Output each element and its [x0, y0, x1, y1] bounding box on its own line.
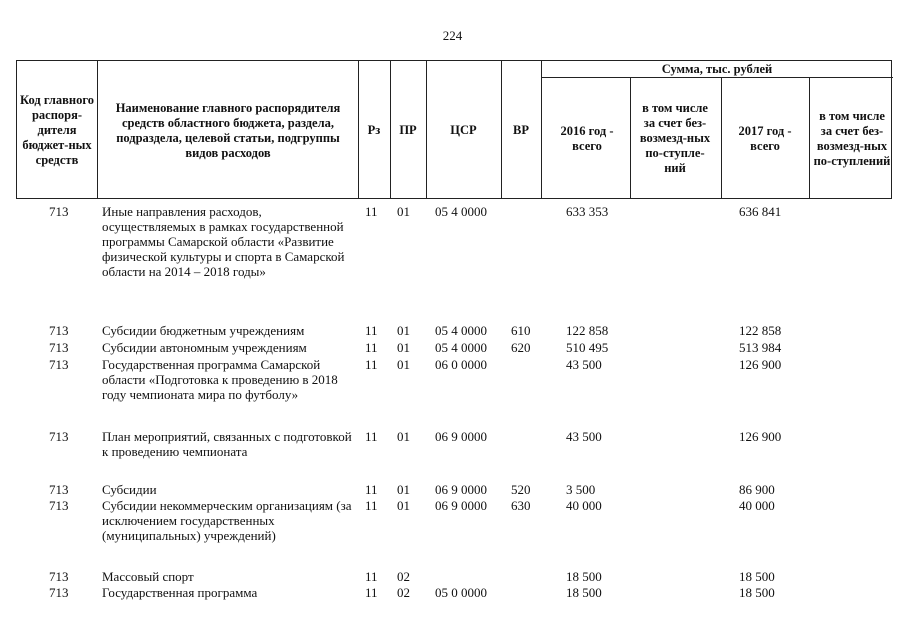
vr-cell: 520 — [511, 482, 531, 497]
rz-cell: 11 — [365, 585, 378, 600]
pr-cell: 02 — [397, 585, 410, 600]
header-sum: Сумма, тыс. рублей — [661, 61, 773, 76]
code-cell: 713 — [49, 569, 69, 584]
name-cell: Массовый спорт — [102, 569, 194, 584]
pr-cell: 01 — [397, 204, 410, 219]
code-cell: 713 — [49, 323, 69, 338]
header-name: Наименование главного распорядителя средств областного бюджета, раздела, подраздела, целевой статьи, подгруппы видов расходов — [115, 100, 341, 160]
rz-cell: 11 — [365, 569, 378, 584]
code-cell: 713 — [49, 482, 69, 497]
vr-cell: 610 — [511, 323, 531, 338]
code-cell: 713 — [49, 498, 69, 513]
sum-2016-cell: 43 500 — [566, 357, 602, 372]
code-cell: 713 — [49, 585, 69, 600]
header-csr: ЦСР — [450, 123, 477, 137]
code-cell: 713 — [49, 340, 69, 355]
sum-2016-cell: 510 495 — [566, 340, 609, 355]
rz-cell: 11 — [365, 340, 378, 355]
csr-cell: 05 4 0000 — [435, 323, 487, 338]
sum-2016-cell: 18 500 — [566, 585, 602, 600]
name-cell: Субсидии — [102, 482, 157, 497]
sum-2017-cell: 18 500 — [739, 585, 775, 600]
header-vr: ВР — [513, 123, 529, 137]
header-pr: ПР — [399, 123, 417, 137]
sum-2017-cell: 18 500 — [739, 569, 775, 584]
sum-2016-cell: 122 858 — [566, 323, 609, 338]
header-2017: 2017 год - всего — [738, 123, 792, 153]
pr-cell: 02 — [397, 569, 410, 584]
header-rz: Рз — [367, 123, 381, 137]
csr-cell: 05 4 0000 — [435, 340, 487, 355]
name-cell: Субсидии автономным учреждениям — [102, 340, 307, 355]
csr-cell: 06 9 0000 — [435, 498, 487, 513]
sum-2017-cell: 122 858 — [739, 323, 782, 338]
code-cell: 713 — [49, 429, 69, 444]
header-2017-sub: в том числе за счет без-возмезд-ных по-ступлений — [813, 108, 891, 168]
header-code: Код главного распоря-дителя бюджет-ных средств — [20, 93, 94, 167]
pr-cell: 01 — [397, 498, 410, 513]
pr-cell: 01 — [397, 482, 410, 497]
sum-2016-cell: 43 500 — [566, 429, 602, 444]
pr-cell: 01 — [397, 323, 410, 338]
csr-cell: 05 4 0000 — [435, 204, 487, 219]
header-2016: 2016 год - всего — [560, 123, 614, 153]
pr-cell: 01 — [397, 357, 410, 372]
vr-cell: 630 — [511, 498, 531, 513]
name-cell: Субсидии бюджетным учреждениям — [102, 323, 305, 338]
csr-cell: 05 0 0000 — [435, 585, 487, 600]
sum-2017-cell: 40 000 — [739, 498, 775, 513]
page-number: 224 — [442, 28, 463, 43]
sum-2016-cell: 3 500 — [566, 482, 596, 497]
rz-cell: 11 — [365, 429, 378, 444]
csr-cell: 06 9 0000 — [435, 482, 487, 497]
rz-cell: 11 — [365, 498, 378, 513]
sum-2016-cell: 633 353 — [566, 204, 609, 219]
code-cell: 713 — [49, 204, 69, 219]
name-cell: Государственная программа — [102, 585, 258, 600]
rz-cell: 11 — [365, 482, 378, 497]
pr-cell: 01 — [397, 429, 410, 444]
csr-cell: 06 9 0000 — [435, 429, 487, 444]
sum-2017-cell: 86 900 — [739, 482, 775, 497]
rz-cell: 11 — [365, 323, 378, 338]
table-header — [16, 60, 892, 199]
pr-cell: 01 — [397, 340, 410, 355]
rz-cell: 11 — [365, 204, 378, 219]
header-2016-sub: в том числе за счет без-возмезд-ных по-ступле-ний — [639, 101, 711, 175]
vr-cell: 620 — [511, 340, 531, 355]
sum-2017-cell: 636 841 — [739, 204, 782, 219]
sum-2017-cell: 513 984 — [739, 340, 782, 355]
name-cell: План мероприятий, связанных с подготовкой к проведению чемпионата — [102, 429, 352, 459]
name-cell: Субсидии некоммерческим организациям (за исключением государственных (муниципальных) учреждений) — [102, 498, 352, 543]
name-cell: Государственная программа Самарской области «Подготовка к проведению в 2018 году чемпионата мира по футболу» — [102, 357, 338, 402]
sum-2016-cell: 40 000 — [566, 498, 602, 513]
sum-2017-cell: 126 900 — [739, 429, 782, 444]
sum-2017-cell: 126 900 — [739, 357, 782, 372]
sum-2016-cell: 18 500 — [566, 569, 602, 584]
csr-cell: 06 0 0000 — [435, 357, 487, 372]
rz-cell: 11 — [365, 357, 378, 372]
name-cell: Иные направления расходов, осуществляемых в рамках государственной программы Самарской области «Развитие физической культуры и спорта в Самарской области на 2014 – 2018 годы» — [102, 204, 345, 279]
code-cell: 713 — [49, 357, 69, 372]
